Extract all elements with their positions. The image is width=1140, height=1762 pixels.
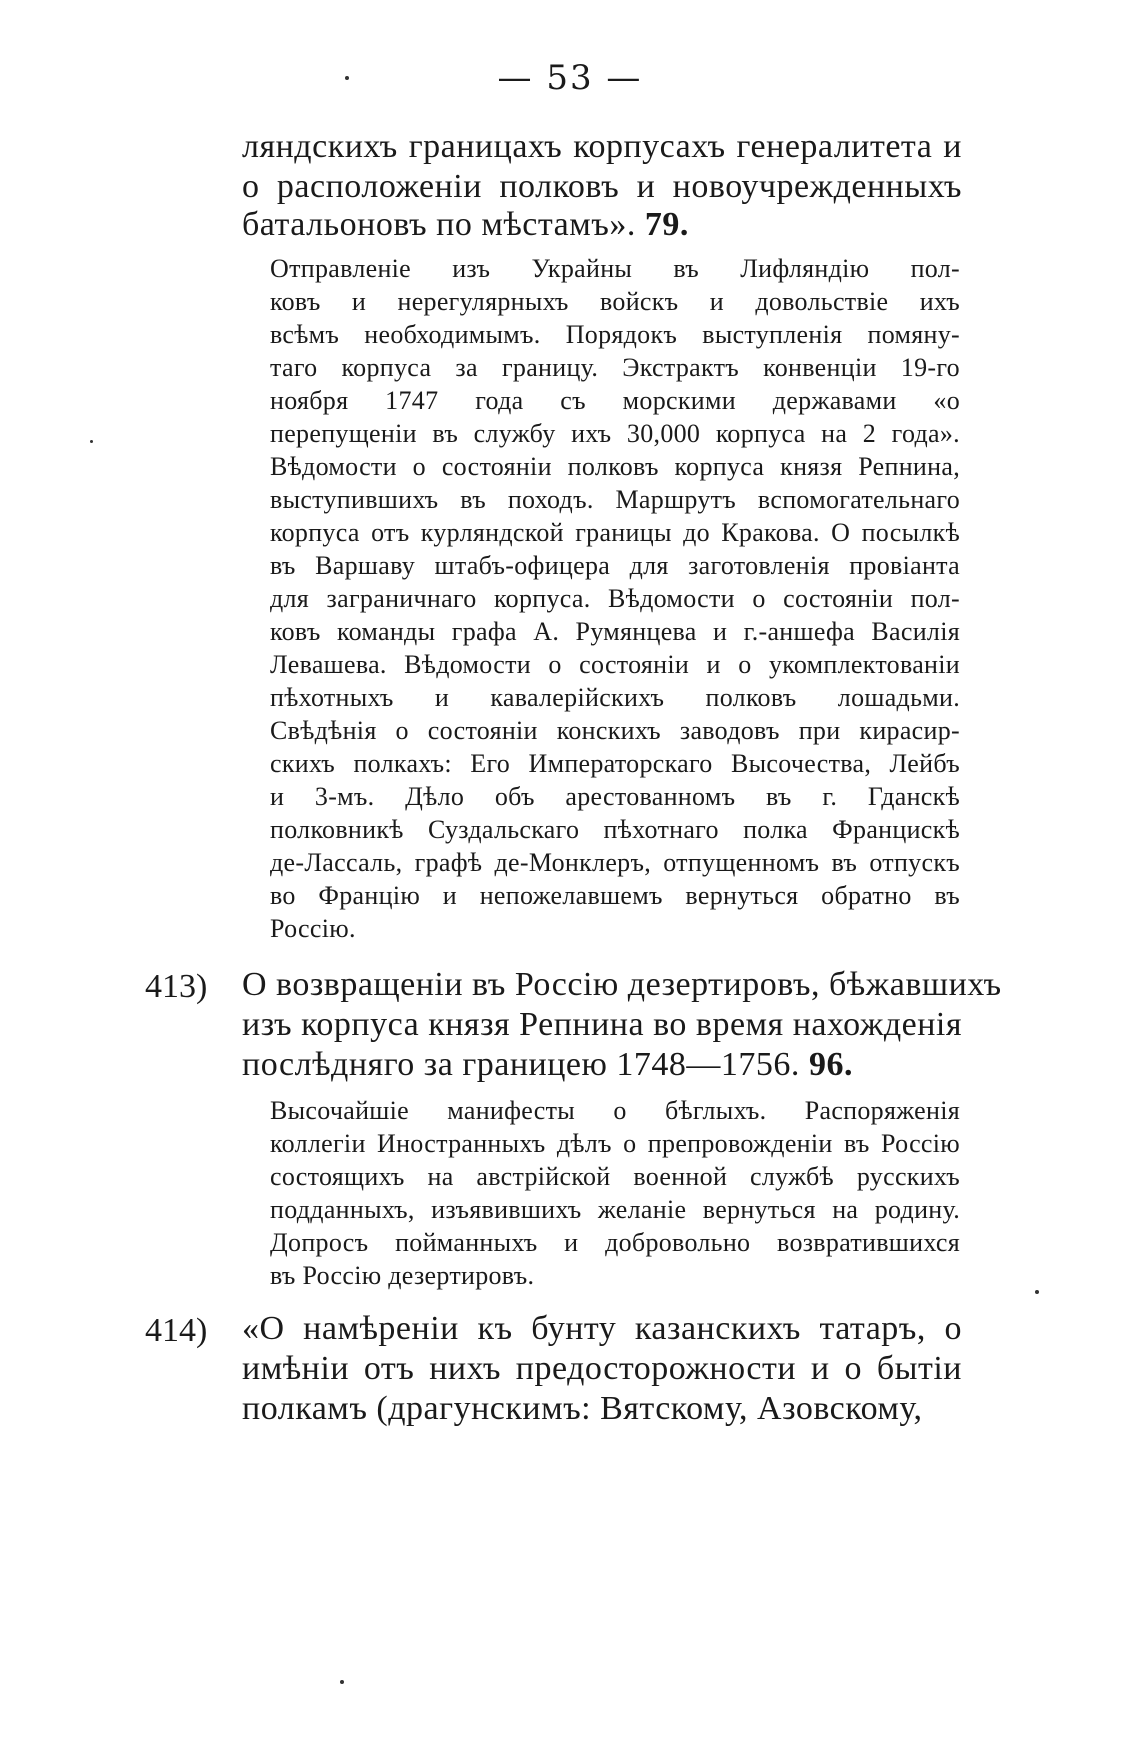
entry-413-description-line: состоящихъ на австрійской военной службѣ русскихъ (270, 1162, 960, 1191)
entry-413-last-line-text: послѣдняго за границею 1748—1756. (242, 1046, 800, 1083)
entry-413-last-line (242, 1048, 962, 1082)
scan-speck (340, 1680, 344, 1684)
entry-413-description-line: въ Россію дезертировъ. (270, 1261, 535, 1290)
intro-last-line (242, 208, 962, 242)
description-line: и 3-мъ. Дѣло объ арестованномъ въ г. Гданскѣ (270, 782, 960, 811)
description-line: скихъ полкахъ: Его Императорскаго Высочества, Лейбъ (270, 749, 960, 778)
description-line: перепущеніи въ службу ихъ 30,000 корпуса на 2 года». (270, 419, 960, 448)
entry-413-description-line: подданныхъ, изъявившихъ желаніе вернуться на родину. (270, 1195, 960, 1224)
description-line: Вѣдомости о состояніи полковъ корпуса князя Репнина, (270, 452, 960, 481)
description-line: Левашева. Вѣдомости о состояніи и о укомплектованіи (270, 650, 960, 679)
entry-413-line: изъ корпуса князя Репнина во время нахожденія (242, 1006, 962, 1043)
entry-413-description-line: Допросъ пойманныхъ и добровольно возвратившихся (270, 1228, 960, 1257)
entry-414-line: имѣніи отъ нихъ предосторожности и о бытіи (242, 1350, 962, 1387)
entry-413-description-line: коллегіи Иностранныхъ дѣлъ о препровожденіи въ Россію (270, 1129, 960, 1158)
entry-413-page-ref: 96. (808, 1046, 853, 1083)
description-line: выступившихъ въ походъ. Маршрутъ вспомогательнаго (270, 485, 960, 514)
description-line: во Францію и непожелавшемъ вернуться обратно въ (270, 881, 960, 910)
scan-speck (345, 76, 349, 80)
description-line: ковъ и нерегулярныхъ войскъ и довольствіе ихъ (270, 287, 960, 316)
entry-413-description-line: Высочайшіе манифесты о бѣглыхъ. Распоряженія (270, 1096, 960, 1125)
description-line: Отправленіе изъ Украйны въ Лифляндію пол- (270, 254, 960, 283)
intro-last-line-text: батальоновъ по мѣстамъ». (242, 206, 636, 243)
description-line: всѣмъ необходимымъ. Порядокъ выступленія помяну- (270, 320, 960, 349)
description-line: Россію. (270, 914, 356, 943)
description-line: корпуса отъ курляндской границы до Кракова. О посылкѣ (270, 518, 960, 547)
description-line: пѣхотныхъ и кавалерійскихъ полковъ лошадьми. (270, 683, 960, 712)
entry-413-line: О возвращеніи въ Россію дезертировъ, бѣжавшихъ (242, 966, 1002, 1003)
description-line: въ Варшаву штабъ-офицера для заготовленія провіанта (270, 551, 960, 580)
description-line: таго корпуса за границу. Экстрактъ конвенціи 19-го (270, 353, 960, 382)
scan-speck (1035, 1290, 1039, 1294)
description-line: ноября 1747 года съ морскими державами «о (270, 386, 960, 415)
description-line: для заграничнаго корпуса. Вѣдомости о состояніи пол- (270, 584, 960, 613)
description-line: Свѣдѣнія о состояніи конскихъ заводовъ при кирасир- (270, 716, 960, 745)
page-number: — 53 — (497, 58, 643, 98)
entry-number-414: 414) (145, 1312, 208, 1349)
intro-line: о расположеніи полковъ и новоучрежденныхъ (242, 168, 962, 205)
description-line: ковъ команды графа А. Румянцева и г.-аншефа Василія (270, 617, 960, 646)
entry-414-line: «О намѣреніи къ бунту казанскихъ татаръ, о (242, 1310, 962, 1347)
intro-page-ref: 79. (644, 206, 689, 243)
scan-speck (90, 440, 93, 443)
entry-414-line: полкамъ (драгунскимъ: Вятскому, Азовскому, (242, 1390, 923, 1427)
description-line: полковникѣ Суздальскаго пѣхотнаго полка Францискѣ (270, 815, 960, 844)
intro-line: ляндскихъ границахъ корпусахъ генералитета и (242, 128, 962, 165)
entry-number-413: 413) (145, 968, 208, 1005)
description-line: де-Лассаль, графѣ де-Монклеръ, отпущенномъ въ отпускъ (270, 848, 960, 877)
